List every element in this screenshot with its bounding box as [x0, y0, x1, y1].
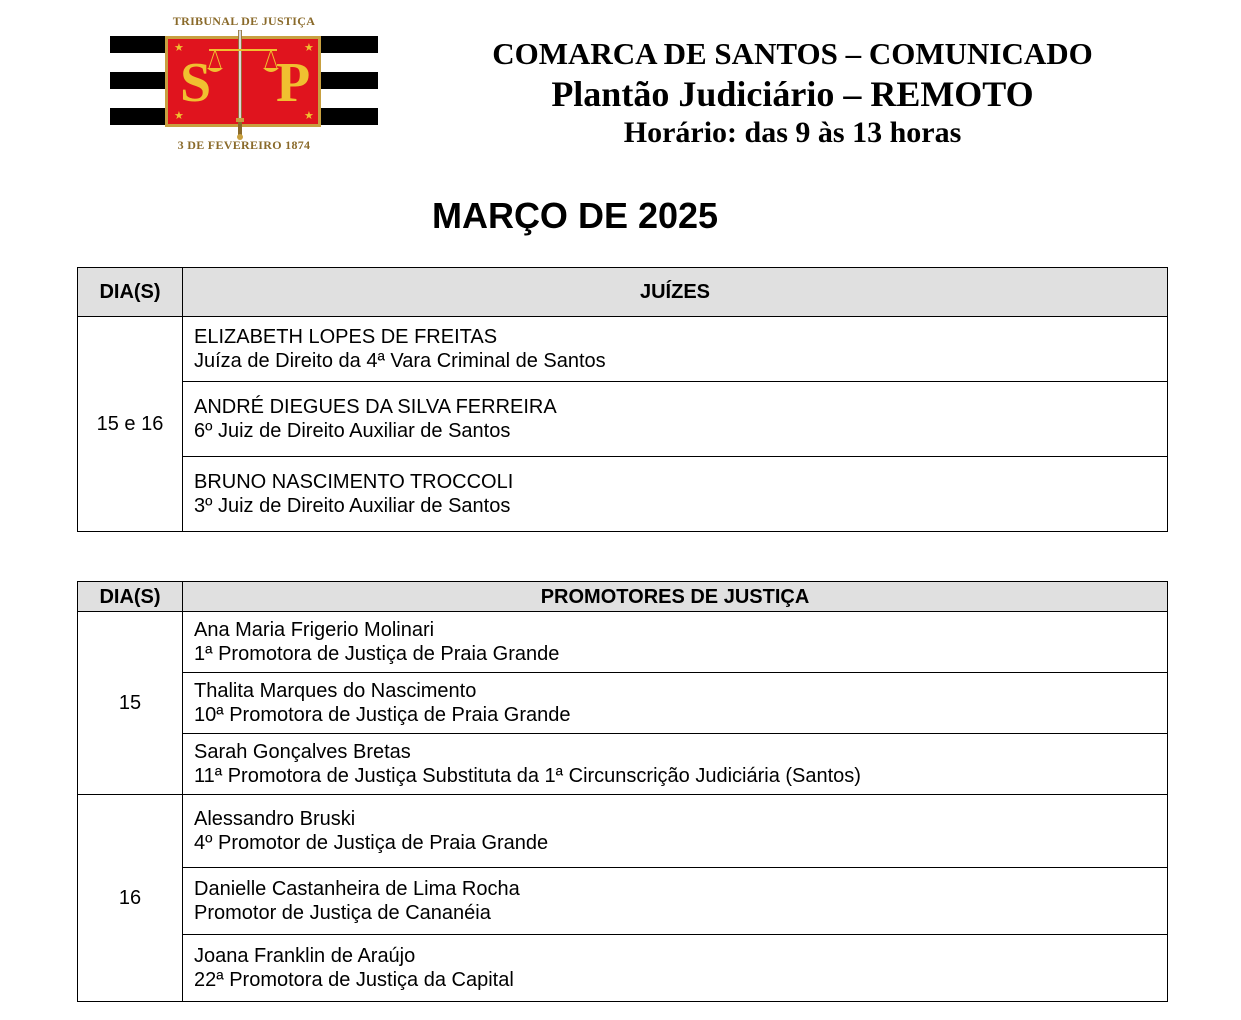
- day-cell: 15 e 16: [78, 317, 183, 532]
- person-role: 6º Juiz de Direito Auxiliar de Santos: [194, 420, 511, 442]
- table-row: [78, 795, 1168, 868]
- person-role: 3º Juiz de Direito Auxiliar de Santos: [194, 495, 511, 517]
- table-row: [78, 457, 1168, 532]
- star-icon: ★: [174, 110, 184, 122]
- person-role: 11ª Promotora de Justiça Substituta da 1ª Circunscrição Judiciária (Santos): [194, 765, 861, 787]
- column-header-days: DIA(S): [78, 268, 183, 317]
- person-role: 22ª Promotora de Justiça da Capital: [194, 969, 514, 991]
- person-cell: [183, 795, 1168, 868]
- day-cell: 16: [78, 795, 183, 1002]
- table-header-row: [78, 268, 1168, 317]
- scales-icon: [205, 44, 281, 84]
- person-cell: [183, 457, 1168, 532]
- prosecutors-table: [77, 581, 1168, 1002]
- header-plantao: Plantão Judiciário – REMOTO: [551, 74, 1034, 114]
- table-row: [78, 734, 1168, 795]
- court-seal-logo: [110, 14, 378, 156]
- seal-bottom-text: 3 DE FEVEREIRO 1874: [177, 138, 311, 152]
- person-name: ELIZABETH LOPES DE FREITAS: [194, 326, 498, 348]
- column-header-days: DIA(S): [78, 582, 183, 612]
- person-role: Juíza de Direito da 4ª Vara Criminal de Santos: [194, 350, 606, 372]
- person-role: Promotor de Justiça de Cananéia: [194, 902, 491, 924]
- table-row: [78, 868, 1168, 935]
- person-name: Joana Franklin de Araújo: [194, 945, 416, 967]
- star-icon: ★: [174, 42, 184, 54]
- star-icon: ★: [304, 110, 314, 122]
- person-name: Sarah Gonçalves Bretas: [194, 741, 411, 763]
- column-header-prosecutors: PROMOTORES DE JUSTIÇA: [183, 582, 1168, 612]
- table-row: [78, 935, 1168, 1002]
- person-role: 1ª Promotora de Justiça de Praia Grande: [194, 643, 560, 665]
- header-horario: Horário: das 9 às 13 horas: [623, 116, 962, 149]
- table-row: [78, 382, 1168, 457]
- month-title: MARÇO DE 2025: [431, 195, 719, 236]
- person-cell: [183, 868, 1168, 935]
- person-cell: [183, 734, 1168, 795]
- person-name: Alessandro Bruski: [194, 808, 356, 830]
- table-row: [78, 673, 1168, 734]
- header-comarca: COMARCA DE SANTOS – COMUNICADO: [492, 36, 1093, 71]
- person-cell: [183, 935, 1168, 1002]
- person-role: 4º Promotor de Justiça de Praia Grande: [194, 832, 549, 854]
- person-name: Thalita Marques do Nascimento: [194, 680, 477, 702]
- person-cell: [183, 673, 1168, 734]
- person-role: 10ª Promotora de Justiça de Praia Grande: [194, 704, 571, 726]
- person-name: BRUNO NASCIMENTO TROCCOLI: [194, 471, 514, 493]
- person-cell: [183, 382, 1168, 457]
- seal-letter-s: S: [180, 52, 212, 114]
- day-cell: 15: [78, 612, 183, 795]
- seal-letter-p: P: [276, 52, 311, 114]
- person-cell: [183, 612, 1168, 673]
- person-name: Danielle Castanheira de Lima Rocha: [194, 878, 520, 900]
- column-header-judges: JUÍZES: [183, 268, 1168, 317]
- judges-table: [77, 267, 1168, 532]
- star-icon: ★: [304, 42, 314, 54]
- table-row: [78, 317, 1168, 382]
- person-name: ANDRÉ DIEGUES DA SILVA FERREIRA: [194, 396, 557, 418]
- person-name: Ana Maria Frigerio Molinari: [194, 619, 435, 641]
- table-header-row: [78, 582, 1168, 612]
- table-row: [78, 612, 1168, 673]
- seal-top-text: TRIBUNAL DE JUSTIÇA: [172, 14, 316, 28]
- person-cell: [183, 317, 1168, 382]
